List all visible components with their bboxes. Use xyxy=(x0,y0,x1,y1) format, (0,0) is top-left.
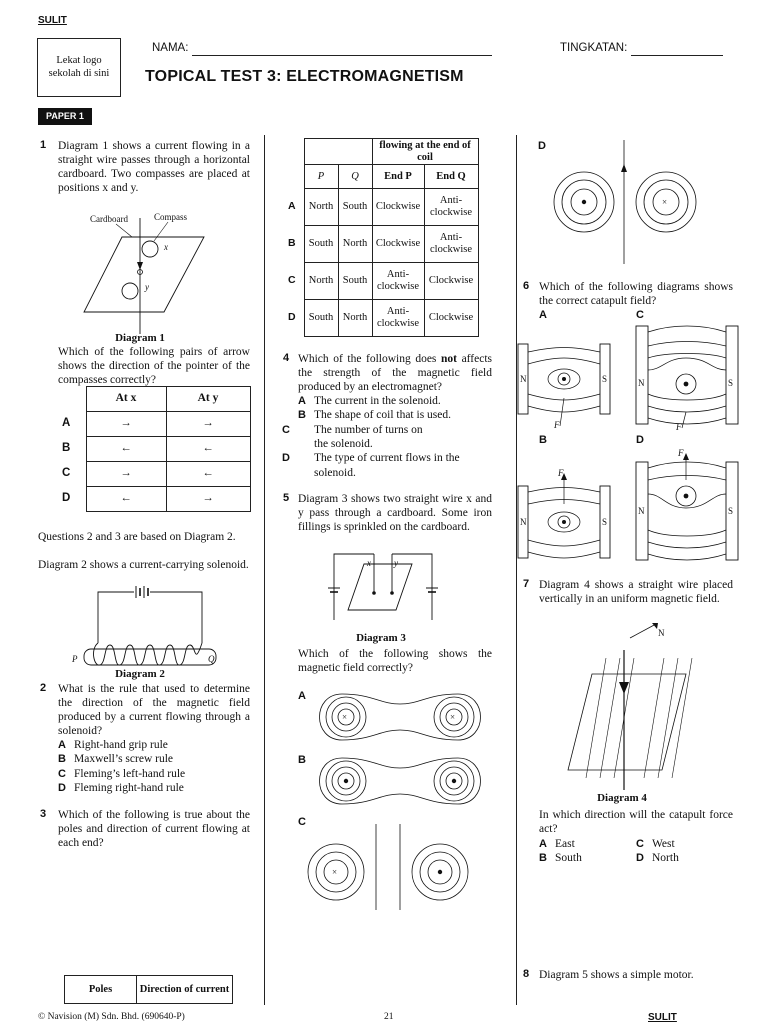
cell-y: → xyxy=(166,487,250,512)
column-divider-2 xyxy=(516,135,517,1005)
option-text: Fleming right-hand rule xyxy=(74,782,184,795)
q2-number: 2 xyxy=(40,682,47,694)
option-text: Maxwell’s screw rule xyxy=(74,753,173,766)
svg-text:×: × xyxy=(332,867,338,877)
option-label: A xyxy=(58,739,66,751)
label-x: x xyxy=(164,242,168,252)
label-cardboard: Cardboard xyxy=(90,214,128,224)
option-text: East xyxy=(555,838,575,850)
cell-q: North xyxy=(338,300,372,337)
option-text: The number of turns on the solenoid. xyxy=(314,423,423,451)
q6-text: Which of the following diagrams shows the correct catapult field? xyxy=(539,281,733,308)
option-text: The type of current flows in the solenoid. xyxy=(314,452,460,479)
q5-text: Diagram 3 shows two straight wire x and y pass through a cardboard. Some iron fillings is sprinkled on the cardboard. xyxy=(298,493,492,534)
q5-number: 5 xyxy=(283,492,290,504)
label-y: y xyxy=(145,282,149,292)
pole-s: S xyxy=(602,374,608,384)
q7-option[interactable] xyxy=(539,837,636,851)
table-row[interactable] xyxy=(288,189,478,226)
tingkatan-row xyxy=(560,42,723,56)
cell-end-q: Clockwise xyxy=(424,263,478,300)
q2-option[interactable] xyxy=(58,738,250,752)
q3-text: Which of the following is true about the poles and direction of current flowing at each end? xyxy=(58,809,250,850)
table-row[interactable] xyxy=(62,487,250,512)
option-text: The shape of coil that is used. xyxy=(314,409,452,422)
q5-option-a-figure xyxy=(312,688,492,746)
table-row[interactable] xyxy=(62,412,250,437)
current-arrowhead xyxy=(137,262,143,270)
col-flowing: flowing at the end of coil xyxy=(372,139,478,165)
q4-text-bold: not xyxy=(441,353,457,365)
option-label: B xyxy=(58,753,66,766)
option-label: D xyxy=(58,782,66,795)
option-label: D xyxy=(636,852,644,865)
cell-end-q: Anti-clockwise xyxy=(424,189,478,226)
cell-end-p: Anti-clockwise xyxy=(372,263,424,300)
tingkatan-label: TINGKATAN: xyxy=(560,42,628,54)
force-label: F xyxy=(558,468,564,478)
q7-text: Diagram 4 shows a straight wire placed vertically in an uniform magnetic field. xyxy=(539,579,733,606)
table-row[interactable] xyxy=(62,437,250,462)
cell-p: South xyxy=(304,226,338,263)
pole-s: S xyxy=(728,378,734,388)
cardboard-shape xyxy=(348,564,412,610)
diagram-4-figure xyxy=(564,620,694,792)
row-label: A xyxy=(62,417,71,430)
option-text: West xyxy=(652,838,675,850)
cell-x: → xyxy=(86,412,166,437)
q6-option-b-label[interactable]: B xyxy=(539,434,547,446)
logo-placeholder: Lekat logo sekolah di sini xyxy=(37,38,121,97)
q5-option-d-figure xyxy=(548,138,738,268)
option-text: The current in the solenoid. xyxy=(314,395,441,407)
row-label: D xyxy=(288,311,296,324)
q7-question: In which direction will the catapult force act? xyxy=(539,809,733,836)
pole-n: N xyxy=(638,378,645,388)
q6-option-b-figure xyxy=(516,468,612,564)
diagram-2-caption: Diagram 2 xyxy=(115,668,165,680)
column-divider-1 xyxy=(264,135,265,1005)
q7-options xyxy=(539,837,733,866)
pole-s: S xyxy=(728,506,734,516)
diagram-4-caption: Diagram 4 xyxy=(597,792,647,804)
cell-q: South xyxy=(338,263,372,300)
cell-q: South xyxy=(338,189,372,226)
nama-label: NAMA: xyxy=(152,42,189,54)
q2-option[interactable] xyxy=(58,767,250,781)
table-row[interactable] xyxy=(288,226,478,263)
table-row[interactable] xyxy=(288,263,478,300)
diagram-1-caption: Diagram 1 xyxy=(115,332,165,344)
force-label: F xyxy=(678,448,684,458)
label-n: N xyxy=(658,628,665,638)
q1-text: Diagram 1 shows a current flowing in a straight wire passes through a horizontal cardboard. Two compasses are placed at positions x and y. xyxy=(58,140,250,195)
cell-y: → xyxy=(166,412,250,437)
q2-option[interactable] xyxy=(58,781,250,795)
option-text: South xyxy=(555,852,582,865)
col-p: P xyxy=(304,165,338,189)
cell-q: North xyxy=(338,226,372,263)
page-title: TOPICAL TEST 3: ELECTROMAGNETISM xyxy=(145,68,464,85)
pole-n: N xyxy=(638,506,645,516)
compass-y xyxy=(122,283,138,299)
cell-p: South xyxy=(304,300,338,337)
col-at-x: At x xyxy=(86,387,166,412)
label-p: P xyxy=(72,654,78,664)
option-label: C xyxy=(58,767,66,780)
cell-p: North xyxy=(304,263,338,300)
cell-end-p: Anti-clockwise xyxy=(372,300,424,337)
q7-option[interactable] xyxy=(636,837,733,851)
q5-option-c-label[interactable]: C xyxy=(298,816,306,828)
option-text: North xyxy=(652,852,679,865)
cell-y: ← xyxy=(166,437,250,462)
q4-text-pre: Which of the following does xyxy=(298,353,441,365)
q4-option[interactable] xyxy=(282,423,438,451)
cell-end-q: Anti-clockwise xyxy=(424,226,478,263)
option-label: C xyxy=(282,423,290,436)
force-label: F xyxy=(554,420,560,430)
q1-question: Which of the following pairs of arrow shows the direction of the pointer of the compasses correctly? xyxy=(58,346,250,387)
q2-option[interactable] xyxy=(58,752,250,766)
nama-row xyxy=(152,42,492,56)
col-direction: Direction of current xyxy=(137,976,233,1004)
q5-option-b-figure xyxy=(312,752,492,810)
label-q: Q xyxy=(208,654,215,664)
option-label: A xyxy=(298,395,306,407)
q4-number: 4 xyxy=(283,352,290,364)
row-label: C xyxy=(62,467,71,480)
cardboard-shape xyxy=(84,237,204,312)
cell-end-p: Clockwise xyxy=(372,226,424,263)
option-label: B xyxy=(539,852,547,865)
q4-text-post: affects the strength of the magnetic field produced by an electromagnet? xyxy=(298,353,492,394)
footer-copyright: © Navision (M) Sdn. Bhd. (690640-P) xyxy=(38,1012,185,1022)
q2-text: What is the rule that used to determine the direction of the magnetic field produced by a current flowing through a solenoid? xyxy=(58,683,250,738)
sulit-bottom: SULIT xyxy=(648,1012,677,1023)
q1-options-table xyxy=(62,386,251,512)
col-q: Q xyxy=(338,165,372,189)
q2-options xyxy=(58,738,250,796)
q23-intro-line1: Questions 2 and 3 are based on Diagram 2. xyxy=(38,531,236,543)
solenoid-core xyxy=(84,649,216,665)
q6-number: 6 xyxy=(523,280,530,292)
q7-option[interactable] xyxy=(539,851,636,865)
row-label: A xyxy=(288,200,296,213)
option-text: Right-hand grip rule xyxy=(74,739,168,751)
q5-option-c-figure xyxy=(306,822,496,912)
row-label: D xyxy=(62,492,71,505)
col-poles: Poles xyxy=(65,976,137,1004)
cell-end-p: Clockwise xyxy=(372,189,424,226)
tingkatan-field[interactable] xyxy=(631,55,723,56)
q4-option[interactable] xyxy=(298,394,492,408)
col-end-p: End P xyxy=(372,165,424,189)
diagram-1-figure xyxy=(82,210,212,335)
cell-p: North xyxy=(304,189,338,226)
cell-x: → xyxy=(86,462,166,487)
solenoid-coil xyxy=(94,643,202,665)
paper-badge: PAPER 1 xyxy=(38,108,92,125)
option-label: C xyxy=(636,838,644,850)
table-row[interactable] xyxy=(62,462,250,487)
q8-text: Diagram 5 shows a simple motor. xyxy=(539,969,694,981)
q1-number: 1 xyxy=(40,139,47,151)
row-label: C xyxy=(288,274,296,287)
q3-table-header xyxy=(64,975,233,1004)
diagram-3-figure xyxy=(326,552,446,632)
col-end-q: End Q xyxy=(424,165,478,189)
q4-text xyxy=(298,352,492,394)
diagram-3-caption: Diagram 3 xyxy=(356,632,406,644)
q5-option-b-label[interactable]: B xyxy=(298,754,306,766)
q7-option[interactable] xyxy=(636,851,733,865)
q6-option-c-label[interactable]: C xyxy=(636,309,644,321)
q6-option-a-figure xyxy=(516,330,612,430)
pole-n: N xyxy=(520,374,527,384)
q4-option[interactable] xyxy=(298,408,492,422)
q3-options-table xyxy=(288,138,479,337)
q6-option-a-label[interactable]: A xyxy=(539,309,547,321)
row-label: B xyxy=(288,237,296,250)
pole-n: N xyxy=(520,517,527,527)
option-label: B xyxy=(298,409,306,422)
option-text: Fleming’s left-hand rule xyxy=(74,767,186,780)
q8-number: 8 xyxy=(523,968,530,980)
q6-option-d-label[interactable]: D xyxy=(636,434,644,446)
row-label: B xyxy=(62,442,71,455)
col-at-y: At y xyxy=(166,387,250,412)
svg-text:×: × xyxy=(342,712,348,722)
pole-s: S xyxy=(602,517,608,527)
cell-x: ← xyxy=(86,487,166,512)
q7-number: 7 xyxy=(523,578,530,590)
page-number: 21 xyxy=(384,1012,394,1022)
q5-question: Which of the following shows the magnetic field correctly? xyxy=(298,648,492,675)
q4-option[interactable] xyxy=(282,451,478,479)
q5-option-d-label[interactable]: D xyxy=(538,140,546,152)
sulit-top: SULIT xyxy=(38,15,67,26)
force-label: F xyxy=(676,422,682,432)
q5-option-a-label[interactable]: A xyxy=(298,690,306,702)
nama-field[interactable] xyxy=(192,55,492,56)
diagram-2-figure xyxy=(70,585,220,675)
option-label: D xyxy=(282,452,290,465)
option-label: A xyxy=(539,838,547,850)
cell-x: ← xyxy=(86,437,166,462)
cell-end-q: Clockwise xyxy=(424,300,478,337)
q4-options xyxy=(282,394,492,480)
q6-option-c-figure xyxy=(632,322,742,434)
table-row[interactable] xyxy=(288,300,478,337)
q6-option-d-figure xyxy=(632,450,742,566)
label-compass: Compass xyxy=(154,212,188,222)
svg-text:×: × xyxy=(450,712,456,722)
label-x: x xyxy=(367,558,371,568)
compass-x xyxy=(142,241,158,257)
cell-y: ← xyxy=(166,462,250,487)
q23-intro-line2: Diagram 2 shows a current-carrying solenoid. xyxy=(38,559,249,571)
svg-text:×: × xyxy=(662,197,668,207)
q3-number: 3 xyxy=(40,808,47,820)
label-y: y xyxy=(394,558,398,568)
